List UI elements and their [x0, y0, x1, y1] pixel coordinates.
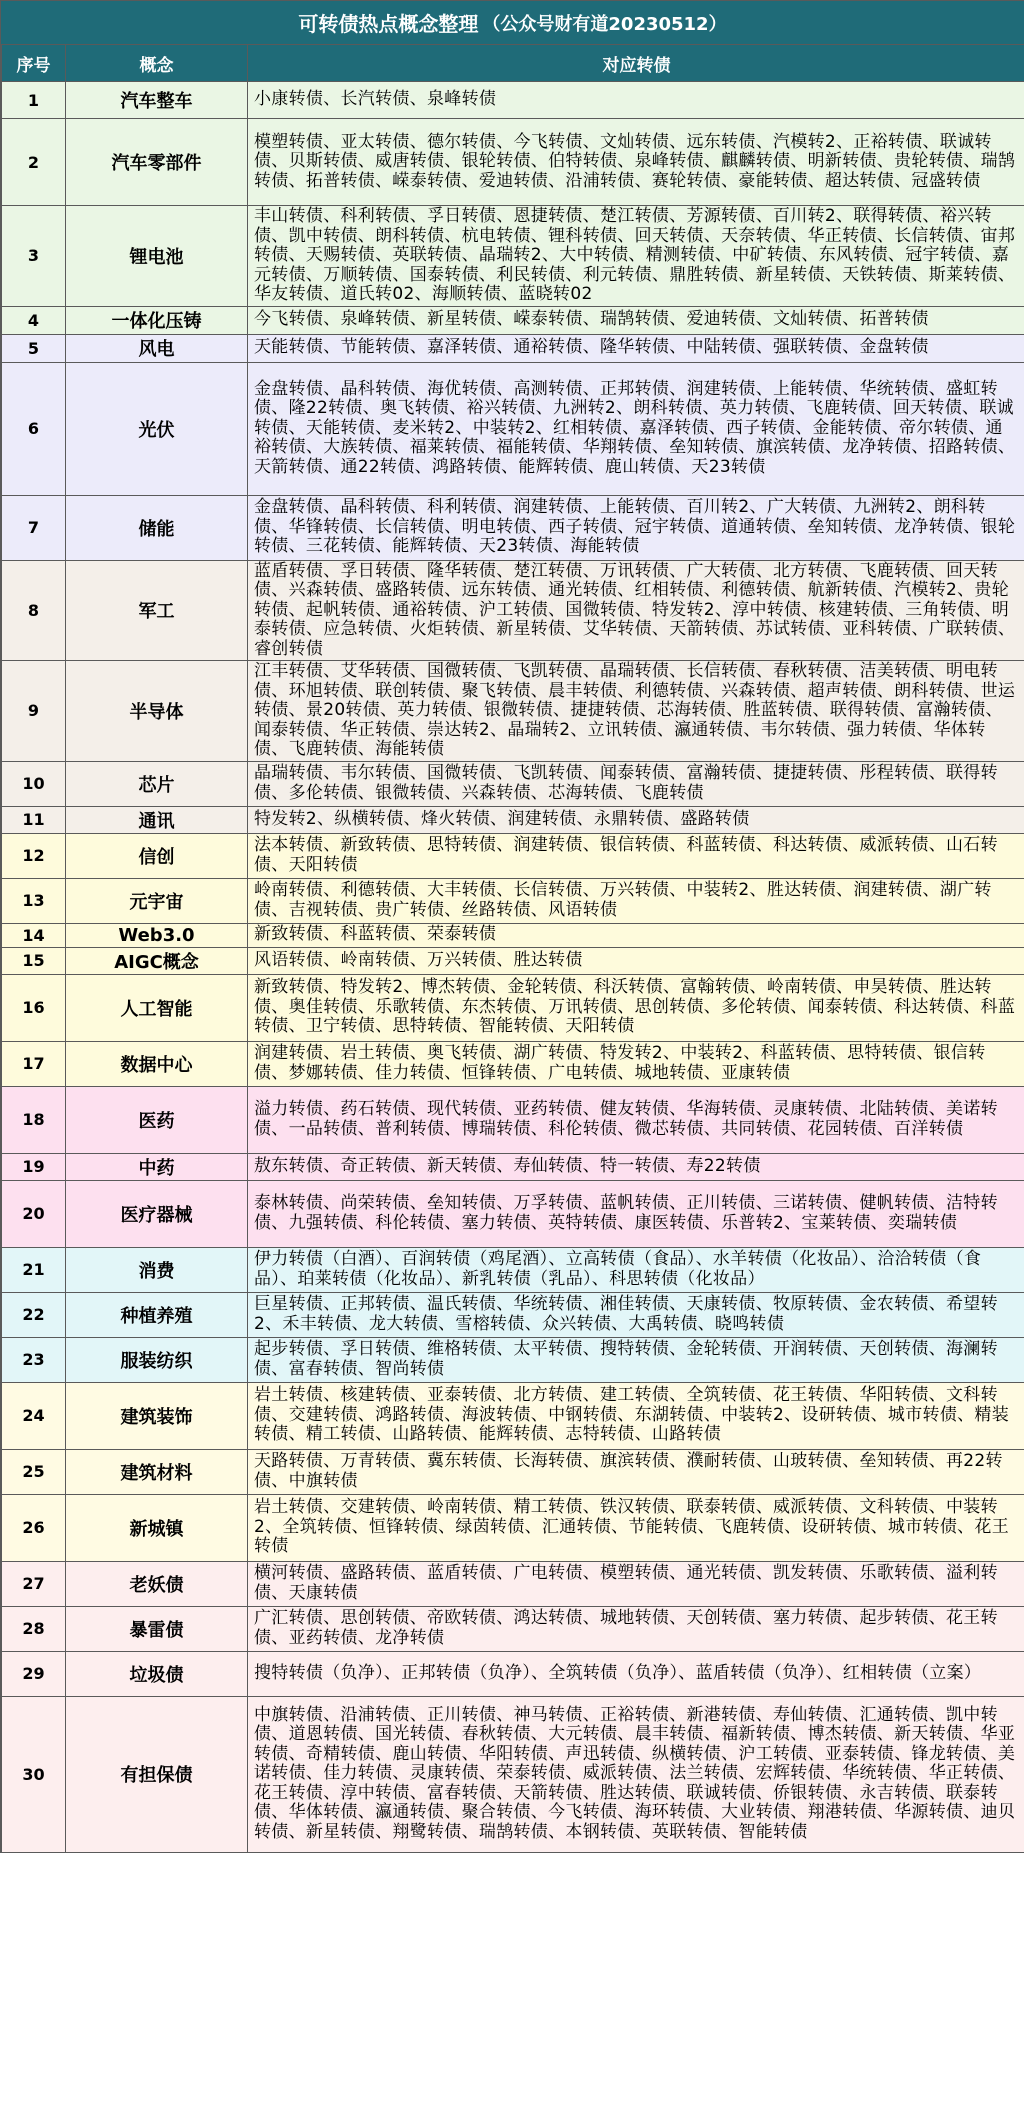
concept-name: 中药: [66, 1153, 248, 1180]
table-row: [2, 1382, 1024, 1449]
concept-name: 军工: [66, 560, 248, 661]
concept-name: 服装纺织: [66, 1337, 248, 1382]
bond-list: 模塑转债、亚太转债、德尔转债、今飞转债、文灿转债、远东转债、汽模转2、正裕转债、联诚转债、贝斯转债、威唐转债、银轮转债、伯特转债、泉峰转债、麒麟转债、明新转债、贵轮转债、瑞鹄转债、拓普转债、嵘泰转债、爱迪转债、沿浦转债、赛轮转债、豪能转债、超达转债、冠盛转债: [248, 119, 1024, 206]
table-row: [2, 1180, 1024, 1247]
row-number: 28: [2, 1606, 66, 1651]
table-row: [2, 1696, 1024, 1852]
header-no: 序号: [2, 45, 66, 82]
concept-name: 医疗器械: [66, 1180, 248, 1247]
table-row: [2, 495, 1024, 560]
bond-list: 特发转2、纵横转债、烽火转债、润建转债、永鼎转债、盛路转债: [248, 806, 1024, 833]
row-number: 2: [2, 119, 66, 206]
bond-list: 广汇转债、思创转债、帝欧转债、鸿达转债、城地转债、天创转债、塞力转债、起步转债、花王转债、亚药转债、龙净转债: [248, 1606, 1024, 1651]
concept-name: Web3.0: [66, 923, 248, 947]
table-body: [2, 82, 1024, 1853]
row-number: 12: [2, 833, 66, 878]
table-row: [2, 806, 1024, 833]
row-number: 30: [2, 1696, 66, 1852]
row-number: 18: [2, 1086, 66, 1153]
bond-list: 润建转债、岩土转债、奥飞转债、湖广转债、特发转2、中装转2、科蓝转债、思特转债、银信转债、梦娜转债、佳力转债、恒锋转债、广电转债、城地转债、亚康转债: [248, 1041, 1024, 1086]
header-row: [2, 45, 1024, 82]
bond-list: 今飞转债、泉峰转债、新星转债、嵘泰转债、瑞鹄转债、爱迪转债、文灿转债、拓普转债: [248, 306, 1024, 334]
bond-list: 搜特转债（负净）、正邦转债（负净）、全筑转债（负净）、蓝盾转债（负净）、红相转债（立案）: [248, 1651, 1024, 1696]
row-number: 13: [2, 878, 66, 923]
bond-list: 新致转债、科蓝转债、荣泰转债: [248, 923, 1024, 947]
bond-list: 金盘转债、晶科转债、海优转债、高测转债、正邦转债、润建转债、上能转债、华统转债、盛虹转债、隆22转债、奥飞转债、裕兴转债、九洲转2、朗科转债、英力转债、飞鹿转债、回天转债、联诚转债、天能转债、麦米转2、中装转2、红相转债、嘉泽转债、西子转债、金能转债、帝尔转债、通裕转债、大族转债、福莱转债、福能转债、华翔转债、垒知转债、旗滨转债、龙净转债、招路转债、天箭转债、通22转债、鸿路转债、能辉转债、鹿山转债、天23转债: [248, 362, 1024, 495]
bond-list: 起步转债、孚日转债、维格转债、太平转债、搜特转债、金轮转债、开润转债、天创转债、海澜转债、富春转债、智尚转债: [248, 1337, 1024, 1382]
table-row: [2, 923, 1024, 947]
table-row: [2, 1606, 1024, 1651]
row-number: 3: [2, 206, 66, 307]
table-row: [2, 206, 1024, 307]
table-row: [2, 833, 1024, 878]
row-number: 22: [2, 1292, 66, 1337]
bond-list: 岩土转债、交建转债、岭南转债、精工转债、铁汉转债、联泰转债、威派转债、文科转债、中装转2、全筑转债、恒锋转债、绿茵转债、汇通转债、节能转债、飞鹿转债、设研转债、城市转债、花王转债: [248, 1494, 1024, 1561]
concept-name: 种植养殖: [66, 1292, 248, 1337]
concept-name: 元宇宙: [66, 878, 248, 923]
table-row: [2, 1153, 1024, 1180]
concept-name: 新城镇: [66, 1494, 248, 1561]
row-number: 24: [2, 1382, 66, 1449]
row-number: 11: [2, 806, 66, 833]
row-number: 9: [2, 661, 66, 762]
concept-name: 储能: [66, 495, 248, 560]
row-number: 1: [2, 82, 66, 119]
table-row: [2, 661, 1024, 762]
concept-name: 一体化压铸: [66, 306, 248, 334]
table-row: [2, 306, 1024, 334]
bond-list: 丰山转债、科利转债、孚日转债、恩捷转债、楚江转债、芳源转债、百川转2、联得转债、裕兴转债、凯中转债、朗科转债、杭电转债、锂科转债、回天转债、天奈转债、华正转债、长信转债、宙邦转债、天赐转债、英联转债、晶瑞转2、大中转债、精测转债、中矿转债、东风转债、冠宇转债、嘉元转债、万顺转债、国泰转债、利民转债、利元转债、鼎胜转债、新星转债、天铁转债、斯莱转债、华友转债、道氏转02、海顺转债、蓝晓转02: [248, 206, 1024, 307]
bond-list: 敖东转债、奇正转债、新天转债、寿仙转债、特一转债、寿22转债: [248, 1153, 1024, 1180]
bond-list: 新致转债、特发转2、博杰转债、金轮转债、科沃转债、富翰转债、岭南转债、申昊转债、胜达转债、奥佳转债、乐歌转债、东杰转债、万讯转债、思创转债、多伦转债、闻泰转债、科达转债、科蓝转债、卫宁转债、思特转债、智能转债、天阳转债: [248, 974, 1024, 1041]
row-number: 19: [2, 1153, 66, 1180]
concept-name: 锂电池: [66, 206, 248, 307]
sheet-title-main: 可转债热点概念整理: [298, 12, 479, 36]
concept-name: 风电: [66, 334, 248, 362]
header-bonds: 对应转债: [248, 45, 1024, 82]
bond-list: 岭南转债、利德转债、大丰转债、长信转债、万兴转债、中装转2、胜达转债、润建转债、湖广转债、吉视转债、贵广转债、丝路转债、风语转债: [248, 878, 1024, 923]
sheet-title: [1, 0, 1024, 44]
row-number: 15: [2, 947, 66, 974]
concept-name: 光伏: [66, 362, 248, 495]
table-row: [2, 761, 1024, 806]
table-row: [2, 362, 1024, 495]
bond-list: 天能转债、节能转债、嘉泽转债、通裕转债、隆华转债、中陆转债、强联转债、金盘转债: [248, 334, 1024, 362]
concept-name: 暴雷债: [66, 1606, 248, 1651]
table-row: [2, 1561, 1024, 1606]
concept-name: 老妖债: [66, 1561, 248, 1606]
table-row: [2, 1292, 1024, 1337]
row-number: 14: [2, 923, 66, 947]
table-row: [2, 1494, 1024, 1561]
concept-name: 建筑材料: [66, 1449, 248, 1494]
row-number: 23: [2, 1337, 66, 1382]
row-number: 16: [2, 974, 66, 1041]
bond-list: 江丰转债、艾华转债、国微转债、飞凯转债、晶瑞转债、长信转债、春秋转债、洁美转债、明电转债、环旭转债、联创转债、聚飞转债、晨丰转债、利德转债、兴森转债、超声转债、朗科转债、世运转债、景20转债、英力转债、银微转债、捷捷转债、芯海转债、胜蓝转债、联得转债、富瀚转债、闻泰转债、华正转债、崇达转2、晶瑞转2、立讯转债、瀛通转债、韦尔转债、强力转债、华体转债、飞鹿转债、海能转债: [248, 661, 1024, 762]
table-row: [2, 1449, 1024, 1494]
header-concept: 概念: [66, 45, 248, 82]
concept-name: 通讯: [66, 806, 248, 833]
row-number: 6: [2, 362, 66, 495]
concept-name: 汽车整车: [66, 82, 248, 119]
concept-name: 消费: [66, 1247, 248, 1292]
row-number: 7: [2, 495, 66, 560]
row-number: 27: [2, 1561, 66, 1606]
bond-list: 蓝盾转债、孚日转债、隆华转债、楚江转债、万讯转债、广大转债、北方转债、飞鹿转债、回天转债、兴森转债、盛路转债、远东转债、通光转债、红相转债、利德转债、航新转债、汽模转2、贵轮转债、起帆转债、通裕转债、沪工转债、国微转债、特发转2、淳中转债、核建转债、三角转债、明泰转债、应急转债、火炬转债、新星转债、艾华转债、天箭转债、苏试转债、亚科转债、广联转债、睿创转债: [248, 560, 1024, 661]
concept-name: 有担保债: [66, 1696, 248, 1852]
bond-list: 天路转债、万青转债、冀东转债、长海转债、旗滨转债、濮耐转债、山玻转债、垒知转债、再22转债、中旗转债: [248, 1449, 1024, 1494]
bond-list: 巨星转债、正邦转债、温氏转债、华统转债、湘佳转债、天康转债、牧原转债、金农转债、希望转2、禾丰转债、龙大转债、雪榕转债、众兴转债、大禹转债、晓鸣转债: [248, 1292, 1024, 1337]
table-row: [2, 1337, 1024, 1382]
table-row: [2, 1041, 1024, 1086]
bond-list: 晶瑞转债、韦尔转债、国微转债、飞凯转债、闻泰转债、富瀚转债、捷捷转债、彤程转债、联得转债、多伦转债、银微转债、兴森转债、芯海转债、飞鹿转债: [248, 761, 1024, 806]
table-row: [2, 560, 1024, 661]
concept-name: 医药: [66, 1086, 248, 1153]
concept-name: AIGC概念: [66, 947, 248, 974]
table-row: [2, 974, 1024, 1041]
concept-name: 芯片: [66, 761, 248, 806]
row-number: 5: [2, 334, 66, 362]
row-number: 10: [2, 761, 66, 806]
row-number: 8: [2, 560, 66, 661]
row-number: 4: [2, 306, 66, 334]
table-row: [2, 119, 1024, 206]
row-number: 20: [2, 1180, 66, 1247]
bond-list: 岩土转债、核建转债、亚泰转债、北方转债、建工转债、全筑转债、花王转债、华阳转债、文科转债、交建转债、鸿路转债、海波转债、中钢转债、东湖转债、中装转2、设研转债、城市转债、精装转债、精工转债、山路转债、能辉转债、志特转债、山路转债: [248, 1382, 1024, 1449]
table-row: [2, 1247, 1024, 1292]
row-number: 25: [2, 1449, 66, 1494]
bond-list: 小康转债、长汽转债、泉峰转债: [248, 82, 1024, 119]
concept-name: 人工智能: [66, 974, 248, 1041]
sheet-title-source: （公众号财有道20230512）: [482, 13, 727, 35]
bond-list: 中旗转债、沿浦转债、正川转债、神马转债、正裕转债、新港转债、寿仙转债、汇通转债、凯中转债、道恩转债、国光转债、春秋转债、大元转债、晨丰转债、福新转债、博杰转债、新天转债、华亚转债、奇精转债、鹿山转债、华阳转债、声迅转债、纵横转债、沪工转债、亚泰转债、锋龙转债、美诺转债、佳力转债、灵康转债、荣泰转债、威派转债、法兰转债、宏辉转债、华统转债、华正转债、花王转债、淳中转债、富春转债、天箭转债、胜达转债、联诚转债、侨银转债、永吉转债、联泰转债、华体转债、瀛通转债、聚合转债、今飞转债、海环转债、大业转债、翔港转债、华源转债、迪贝转债、新星转债、翔鹭转债、瑞鹄转债、本钢转债、英联转债、智能转债: [248, 1696, 1024, 1852]
bond-list: 溢力转债、药石转债、现代转债、亚药转债、健友转债、华海转债、灵康转债、北陆转债、美诺转债、一品转债、普利转债、博瑞转债、科伦转债、微芯转债、共同转债、花园转债、百洋转债: [248, 1086, 1024, 1153]
row-number: 21: [2, 1247, 66, 1292]
table-row: [2, 82, 1024, 119]
bond-list: 金盘转债、晶科转债、科利转债、润建转债、上能转债、百川转2、广大转债、九洲转2、朗科转债、华锋转债、长信转债、明电转债、西子转债、冠宇转债、道通转债、垒知转债、龙净转债、银轮转债、三花转债、能辉转债、天23转债、海能转债: [248, 495, 1024, 560]
bond-list: 泰林转债、尚荣转债、垒知转债、万孚转债、蓝帆转债、正川转债、三诺转债、健帆转债、洁特转债、九强转债、科伦转债、塞力转债、英特转债、康医转债、乐普转2、宝莱转债、奕瑞转债: [248, 1180, 1024, 1247]
concept-name: 建筑装饰: [66, 1382, 248, 1449]
concept-name: 信创: [66, 833, 248, 878]
concept-name: 汽车零部件: [66, 119, 248, 206]
table-row: [2, 1086, 1024, 1153]
table-row: [2, 1651, 1024, 1696]
table-row: [2, 878, 1024, 923]
row-number: 26: [2, 1494, 66, 1561]
bond-list: 伊力转债（白酒）、百润转债（鸡尾酒）、立高转债（食品）、水羊转债（化妆品）、洽洽转债（食品）、珀莱转债（化妆品）、新乳转债（乳品）、科思转债（化妆品）: [248, 1247, 1024, 1292]
table-row: [2, 947, 1024, 974]
bond-list: 风语转债、岭南转债、万兴转债、胜达转债: [248, 947, 1024, 974]
row-number: 17: [2, 1041, 66, 1086]
bond-list: 法本转债、新致转债、思特转债、润建转债、银信转债、科蓝转债、科达转债、威派转债、山石转债、天阳转债: [248, 833, 1024, 878]
concept-table: [1, 44, 1024, 1853]
bond-list: 横河转债、盛路转债、蓝盾转债、广电转债、模塑转债、通光转债、凯发转债、乐歌转债、溢利转债、天康转债: [248, 1561, 1024, 1606]
concept-name: 垃圾债: [66, 1651, 248, 1696]
concept-name: 半导体: [66, 661, 248, 762]
table-row: [2, 334, 1024, 362]
concept-name: 数据中心: [66, 1041, 248, 1086]
row-number: 29: [2, 1651, 66, 1696]
